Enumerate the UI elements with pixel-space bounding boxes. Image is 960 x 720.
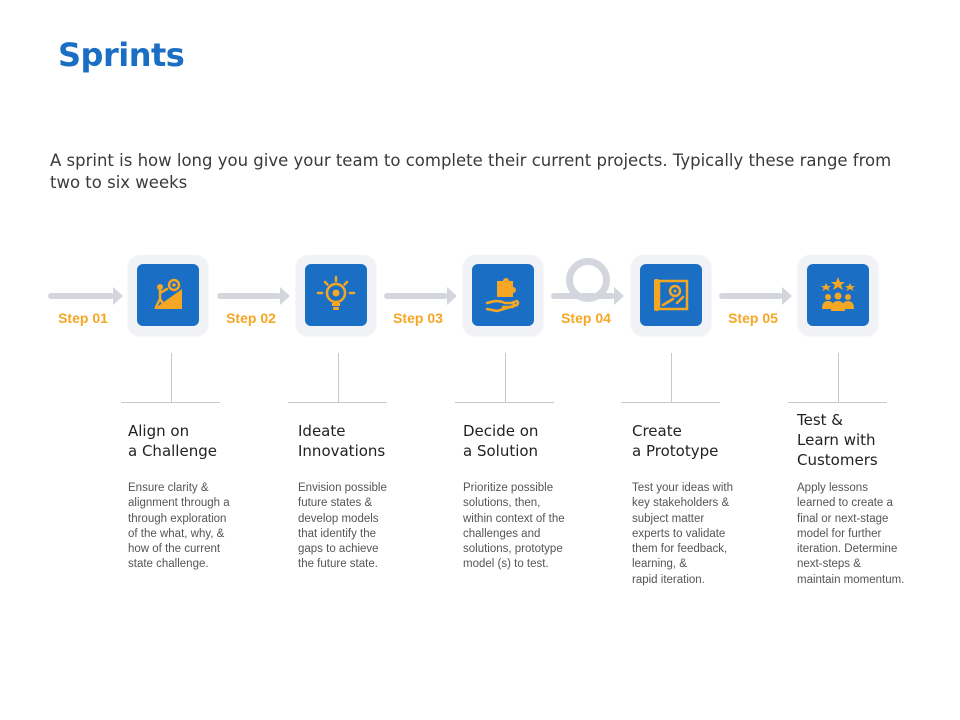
connector-vertical-4 — [671, 353, 672, 403]
connector-horizontal-1 — [121, 402, 220, 403]
step-4-icon-frame — [631, 255, 711, 335]
challenge-climb-icon — [137, 264, 199, 326]
step-2-icon-frame — [296, 255, 376, 335]
step-1-description: Ensure clarity & alignment through a through exploration of the what, why, & how of the current state challenge. — [128, 482, 230, 571]
connector-horizontal-2 — [288, 402, 387, 403]
intro-text: A sprint is how long you give your team to complete their current projects. Typically these range from two to six weeks — [50, 151, 892, 192]
step-5-icon-frame — [798, 255, 878, 335]
loop-ring-decoration — [566, 258, 610, 302]
step-3-icon-frame — [463, 255, 543, 335]
step-label-1: Step 01 — [58, 310, 108, 326]
team-stars-icon — [807, 264, 869, 326]
step-1-heading: Align on a Challenge — [128, 422, 217, 460]
lightbulb-gear-icon — [305, 264, 367, 326]
step-3-description: Prioritize possible solutions, then, within context of the challenges and solutions, prototype model (s) to test. — [463, 482, 565, 571]
step-label-3: Step 03 — [393, 310, 443, 326]
flow-arrow-1 — [48, 293, 114, 299]
connector-vertical-3 — [505, 353, 506, 403]
connector-horizontal-3 — [455, 402, 554, 403]
step-label-2: Step 02 — [226, 310, 276, 326]
blueprint-icon — [640, 264, 702, 326]
connector-vertical-5 — [838, 353, 839, 403]
step-5-heading: Test & Learn with Customers — [797, 411, 878, 469]
step-label-5: Step 05 — [728, 310, 778, 326]
step-4-heading: Create a Prototype — [632, 422, 719, 460]
puzzle-hand-icon — [472, 264, 534, 326]
step-2-description: Envision possible future states & develop models that identify the gaps to achieve the future state. — [298, 482, 387, 571]
flow-arrow-2 — [217, 293, 281, 299]
connector-horizontal-4 — [621, 402, 720, 403]
step-3-heading: Decide on a Solution — [463, 422, 539, 460]
step-5-description: Apply lessons learned to create a final or next-stage model for further iteration. Determine next-steps & maintain momentum. — [797, 482, 905, 586]
flow-arrow-3 — [384, 293, 448, 299]
step-2-heading: Ideate Innovations — [298, 422, 386, 460]
connector-horizontal-5 — [788, 402, 887, 403]
connector-vertical-2 — [338, 353, 339, 403]
step-1-icon-frame — [128, 255, 208, 335]
step-label-4: Step 04 — [561, 310, 611, 326]
step-4-description: Test your ideas with key stakeholders & subject matter experts to validate them for feedback, learning, & rapid iteration. — [632, 482, 733, 586]
connector-vertical-1 — [171, 353, 172, 403]
page-title: Sprints — [58, 36, 185, 74]
flow-arrow-5 — [719, 293, 783, 299]
